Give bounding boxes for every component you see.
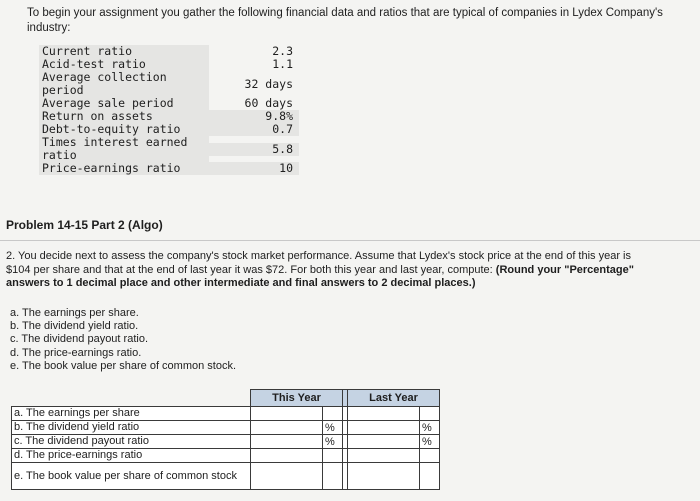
- problem-title: Problem 14-15 Part 2 (Algo): [6, 218, 163, 232]
- ratio-label: Current ratio: [39, 45, 209, 58]
- percent-sign: %: [420, 435, 440, 449]
- row-label: c. The dividend payout ratio: [12, 435, 251, 449]
- eps-this-year-input[interactable]: [251, 407, 322, 420]
- percent-sign: %: [420, 421, 440, 435]
- dividend-yield-this-year-input[interactable]: [251, 421, 322, 434]
- ratio-value: 2.3: [272, 44, 293, 58]
- ratio-value: 10: [209, 162, 299, 175]
- ratio-label: Average sale period: [39, 97, 209, 110]
- ratio-label: Times interest earned ratio: [39, 136, 209, 162]
- book-value-last-year-input[interactable]: [348, 463, 419, 489]
- table-row: [12, 421, 440, 435]
- table-row: [12, 449, 440, 463]
- col-header-last-year: Last Year: [348, 390, 440, 407]
- dividend-payout-this-year-input[interactable]: [251, 435, 322, 448]
- pe-ratio-this-year-input[interactable]: [251, 449, 322, 462]
- requirements-list: [10, 307, 236, 373]
- row-label: e. The book value per share of common stock: [12, 463, 251, 490]
- answer-table: [11, 389, 440, 490]
- ratio-label: Acid-test ratio: [39, 58, 209, 71]
- ratio-label: Average collection period: [39, 71, 209, 97]
- ratio-value: 0.7: [209, 123, 299, 136]
- industry-ratios-table: [39, 45, 299, 175]
- table-row: [12, 463, 440, 490]
- ratio-row: [39, 71, 299, 97]
- percent-sign: %: [323, 421, 343, 435]
- row-label: a. The earnings per share: [12, 407, 251, 421]
- table-row: [12, 407, 440, 421]
- ratio-label: Price-earnings ratio: [39, 162, 209, 175]
- percent-sign: %: [323, 435, 343, 449]
- ratio-row: [39, 162, 299, 175]
- question-text: [6, 250, 646, 291]
- dividend-yield-last-year-input[interactable]: [348, 421, 419, 434]
- dividend-payout-last-year-input[interactable]: [348, 435, 419, 448]
- ratio-label: Return on assets: [39, 110, 209, 123]
- row-label: b. The dividend yield ratio: [12, 421, 251, 435]
- table-row: [12, 435, 440, 449]
- ratio-value: 32 days: [244, 76, 293, 91]
- ratio-row: [39, 136, 299, 162]
- ratio-value: 9.8%: [209, 110, 299, 123]
- col-header-this-year: This Year: [251, 390, 343, 407]
- ratio-label: Debt-to-equity ratio: [39, 123, 209, 136]
- requirement-item: c. The dividend payout ratio.: [10, 333, 148, 346]
- requirement-item: d. The price-earnings ratio.: [10, 346, 142, 359]
- requirement-item: a. The earnings per share.: [10, 307, 139, 319]
- ratio-value: 1.1: [272, 57, 293, 71]
- rounding-instruction: (Round your "Percentage" answers to 1 decimal place and other intermediate and final answers to 2 decimal places.): [6, 263, 634, 289]
- divider: [0, 240, 700, 241]
- row-label: d. The price-earnings ratio: [12, 449, 251, 463]
- requirement-item: b. The dividend yield ratio.: [10, 320, 139, 333]
- book-value-this-year-input[interactable]: [251, 463, 322, 489]
- intro-text: To begin your assignment you gather the following financial data and ratios that are typical of companies in Lydex Company's industry:: [27, 7, 663, 34]
- table-header-row: [12, 390, 440, 407]
- ratio-value: 5.8: [209, 143, 299, 156]
- ratio-value: 60 days: [244, 96, 293, 110]
- eps-last-year-input[interactable]: [348, 407, 419, 420]
- requirement-item: e. The book value per share of common stock.: [10, 359, 237, 372]
- pe-ratio-last-year-input[interactable]: [348, 449, 419, 462]
- question-body: 2. You decide next to assess the company's stock market performance. Assume that Lydex's stock price at the end of this year is $104 per share and that at the end of last year it was $72. For both this year and last year, compute:: [6, 250, 632, 276]
